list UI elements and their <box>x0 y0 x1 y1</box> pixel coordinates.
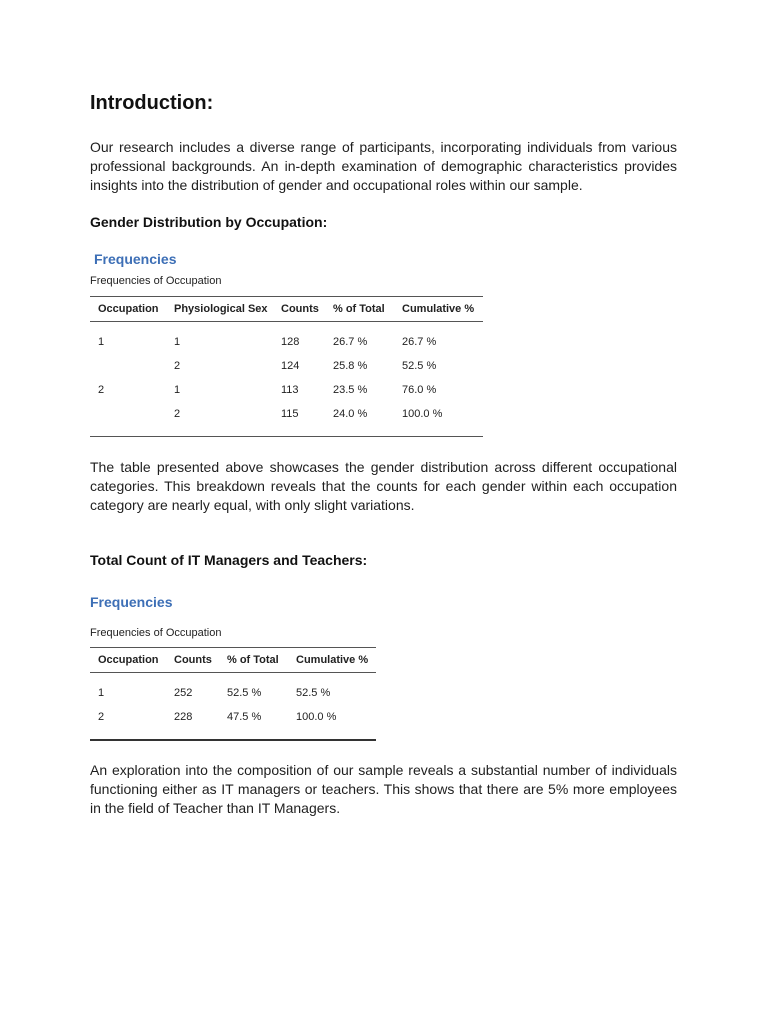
table-cell: 26.7 % <box>402 336 437 348</box>
page-title: Introduction: <box>90 92 214 114</box>
column-header: % of Total <box>219 648 288 673</box>
table-cell: 25.8 % <box>333 360 368 372</box>
table-cell <box>90 354 166 378</box>
column-header: % of Total <box>325 297 394 322</box>
table-row <box>90 402 483 437</box>
table-cell: 52.5 % <box>227 687 262 699</box>
table-cell: 100.0 % <box>288 705 376 740</box>
table-cell: 76.0 % <box>402 384 437 396</box>
table-row <box>90 354 483 378</box>
occupation-table-paragraph: An exploration into the composition of our sample reveals a substantial number of individuals functioning either as IT managers or teachers. This shows that there are 5% more employees in the field of Teacher than IT Managers. <box>90 762 677 816</box>
table-cell: 2 <box>174 360 181 372</box>
frequencies-title-1: Frequencies <box>94 251 177 267</box>
table-cell: 228 <box>166 705 219 740</box>
table-cell <box>90 402 166 437</box>
frequencies-title-2: Frequencies <box>90 594 173 610</box>
table-cell: 23.5 % <box>333 384 368 396</box>
column-header: Occupation <box>90 297 166 322</box>
table-cell: 124 <box>281 360 300 372</box>
table-row <box>90 705 376 740</box>
table-cell: 2 <box>98 384 105 396</box>
gender-table-paragraph: The table presented above showcases the gender distribution across different occupational categories. This breakdown reveals that the counts for each gender within each occupation category are nearly equal, with only slight variations. <box>90 459 677 513</box>
table-cell: 115 <box>273 402 325 437</box>
column-header: Cumulative % <box>288 648 376 673</box>
table-cell: 1 <box>98 687 105 699</box>
column-header: Occupation <box>90 648 166 673</box>
table-cell: 26.7 % <box>333 336 368 348</box>
table-cell: 252 <box>174 687 193 699</box>
table-row <box>90 673 376 706</box>
column-header: Cumulative % <box>394 297 483 322</box>
table-cell: 113 <box>281 384 299 396</box>
table-cell: 47.5 % <box>219 705 288 740</box>
column-header: Counts <box>273 297 325 322</box>
table-cell: 52.5 % <box>402 360 437 372</box>
frequencies-table-gender <box>90 296 483 437</box>
table-cell: 52.5 % <box>296 687 331 699</box>
table-row <box>90 378 483 402</box>
column-header: Physiological Sex <box>166 297 273 322</box>
column-header: Counts <box>166 648 219 673</box>
table-caption-1: Frequencies of Occupation <box>90 275 222 287</box>
table-row <box>90 322 483 355</box>
table-cell: 24.0 % <box>325 402 394 437</box>
table-cell: 1 <box>98 336 105 348</box>
table-header-row <box>90 648 376 673</box>
section-heading-total: Total Count of IT Managers and Teachers: <box>90 552 368 568</box>
section-heading-gender: Gender Distribution by Occupation: <box>90 214 328 230</box>
table-cell: 100.0 % <box>394 402 483 437</box>
table-cell: 2 <box>166 402 273 437</box>
table-caption-2: Frequencies of Occupation <box>90 627 222 639</box>
intro-paragraph: Our research includes a diverse range of participants, incorporating individuals from various professional backgrounds. An in-depth examination of demographic characteristics provides insights into the distribution of gender and occupational roles within our sample. <box>90 139 677 193</box>
frequencies-table-occupation <box>90 647 376 741</box>
table-cell: 1 <box>174 336 181 348</box>
table-cell: 2 <box>90 705 166 740</box>
table-header-row <box>90 297 483 322</box>
table-cell: 1 <box>174 384 181 396</box>
table-cell: 128 <box>281 336 300 348</box>
